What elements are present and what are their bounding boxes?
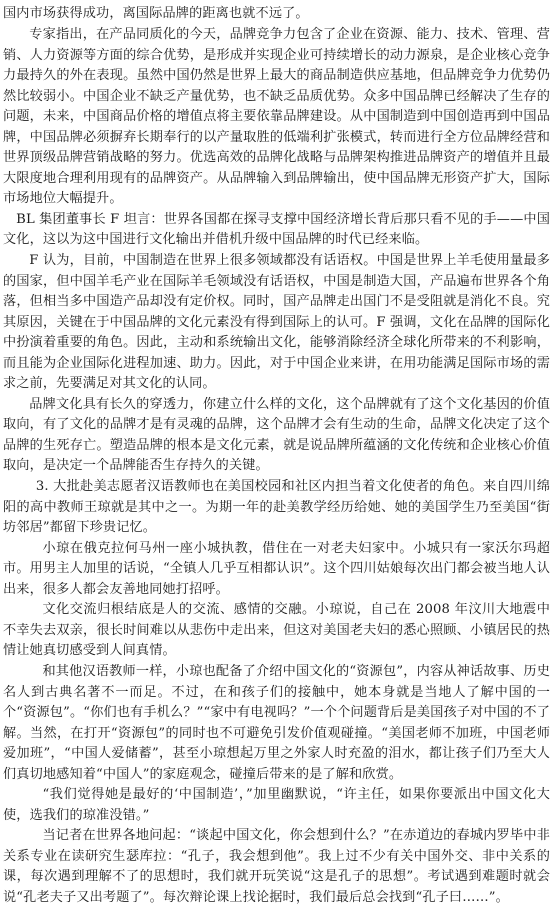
paragraph-brand-culture: 品牌文化具有长久的穿透力，你建立什么样的文化，这个品牌就有了这个文化基因的价值取向，有了文化的品牌才是有灵魂的品牌，这个品牌才会有生动的生命，品牌文化决定了这个品牌的生死存亡。塑造品牌的根本是文化元素，就是说品牌所蕴涵的文化传统和企业核心价值取向，是决定一个品牌能否生存持久的关键。 <box>3 396 550 474</box>
paragraph-f-analysis: F 认为，目前，中国制造在世界上很多领域都没有话语权。中国是世界上羊毛使用量最多的国家，但中国羊毛产业在国际羊毛领域没有话语权，中国是制造大国，产品遍布世界各个角落，但相当多中国造产品却没有定价权。同时，国产品牌走出国门不是受阻就是消化不良。究其原因，关键在于中国品牌的文化元素没有得到国际上的认可。F 强调，文化在品牌的国际化中扮演着重要的角色。因此，主动和系统输出文化，能够消除经济全球化所带来的不利影响，而且能为企业国际化进程加速、助力。因此，对于中国企业来讲，在用功能满足国际市场的需求之前，先要满足对其文化的认同。 <box>3 253 550 392</box>
paragraph-made-in-china-quote: “我们觉得她是最好的‘中国制造’，”加里幽默说，“许主任，如果你要派出中国文化大使，选我们的琼准没错。” <box>3 787 550 823</box>
paragraph-confucius: 当记者在世界各地问起：“谈起中国文化，你会想到什么？”在赤道边的春城内罗毕中非关系专业在读研究生瑟库拉：“孔子，我会想到他”。我上过不少有关中国外交、非中关系的课，每次遇到理解不了的思想时，我们就开玩笑说“这是孔子的思想”。考试遇到难题时就会说“孔老夫子又出考题了”。每次辩论课上找论据时，我们最后总会找到“孔子曰……”。 <box>3 828 550 905</box>
paragraph-expert-view: 专家指出，在产品同质化的今天，品牌竞争力包含了企业在资源、能力、技术、管理、营销、人力资源等方面的综合优势，是形成并实现企业可持续增长的动力源泉，是企业核心竞争力最持久的外在表现。虽然中国仍然是世界上最大的商品制造供应基地，但品牌竞争力优势仍然比较弱小。中国企业不缺乏产量优势，也不缺乏品质优势。众多中国品牌已经解决了生存的问题，未来，中国商品价格的增值点将主要依靠品牌建设。从中国制造到中国创造再到中国品牌，中国品牌必须摒弃长期奉行的以产量取胜的低端利扩张模式，转而进行全方位品牌经营和世界顶级品牌营销战略的努力。优选高效的品牌化战略与品牌架构推进品牌资产的增值并且最大限度地合理利用现有的品牌资产。从品牌输入到品牌输出，使中国品牌无形资产扩大，国际市场地位大幅提升。 <box>3 27 550 207</box>
paragraph-market-success: 国内市场获得成功，离国际品牌的距离也就不远了。 <box>3 6 309 21</box>
paragraph-item-3-teachers: 3. 大批赴美志愿者汉语教师也在美国校园和社区内担当着文化使者的角色。来自四川绵阳的高中教师王琼就是其中之一。为期一年的赴美教学经历给她、她的美国学生乃至美国“街坊邻居”都留下珍贵记忆。 <box>3 479 550 536</box>
paragraph-bl-chairman: BL 集团董事长 F 坦言：世界各国都在探寻支撑中国经济增长背后那只看不见的手——中国文化，这以为这中国进行文化输出并借机升级中国品牌的时代已经来临。 <box>3 211 550 248</box>
paragraph-resource-pack: 和其他汉语教师一样，小琼也配备了介绍中国文化的“资源包”，内容从神话故事、历史名人到古典名著不一而足。不过，在和孩子们的接触中，她本身就是当地人了解中国的一个“资源包”。“你们也有手机么？”“家中有电视吗？”一个个问题背后是美国孩子对中国的不了解。当然，在打开“资源包”的同时也不可避免引发价值观碰撞。“美国老师不加班，中国老师爱加班”，“中国人爱储蓄”，甚至小琼想起万里之外家人时充盈的泪水，都让孩子们乃至大人们真切地感知着“中国人”的家庭观念，碰撞后带来的是了解和欣赏。 <box>3 663 550 782</box>
paragraph-small-town: 小琼在俄克拉何马州一座小城执教，借住在一对老夫妇家中。小城只有一家沃尔玛超市。用男主人加里的话说，“全镇人几乎互相都认识”。这个四川姑娘每次出门都会被当地人认出来，很多人都会友善地同她打招呼。 <box>3 540 550 597</box>
paragraph-cultural-exchange: 文化交流归根结底是人的交流、感情的交融。小琼说，自己在 2008 年汶川大地震中不幸失去双亲，很长时间难以从悲伤中走出来，但这对美国老夫妇的悉心照顾、小镇居民的热情让她真切感受到人间真情。 <box>3 602 550 659</box>
